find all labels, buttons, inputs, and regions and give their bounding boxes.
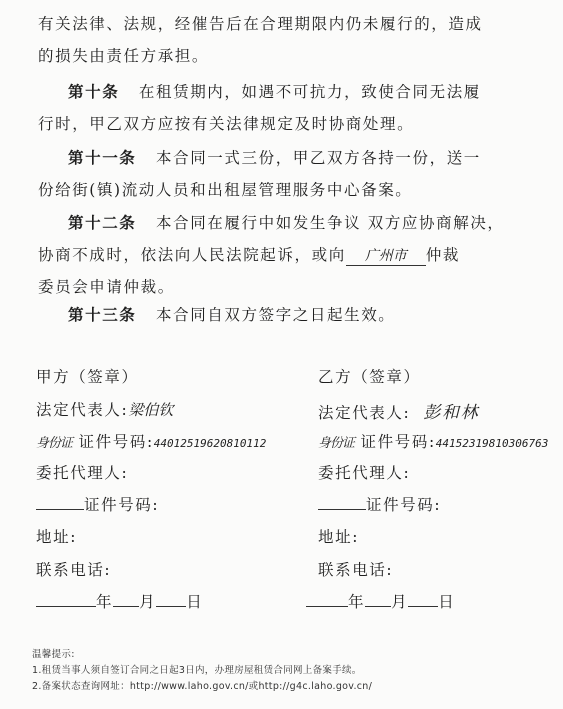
party-a-rep-signature: 梁伯钦 — [128, 401, 174, 419]
party-b-day-blank[interactable] — [408, 592, 438, 607]
party-a-year-blank[interactable] — [36, 592, 96, 607]
party-b-year-label: 年 — [348, 593, 366, 611]
party-a-date-row — [36, 590, 203, 612]
clause-11 — [68, 146, 481, 168]
party-b-agent-blank[interactable] — [318, 495, 366, 510]
clause-12-line3: 委员会申请仲裁。 — [38, 278, 175, 296]
clause-10-text: 在租赁期内，如遇不可抗力，致使合同无法履 — [138, 83, 481, 101]
party-b-address-label: 地址: — [318, 528, 360, 546]
party-a-rep-row — [36, 398, 173, 420]
clause-12-text: 本合同在履行中如发生争议 双方应协商解决， — [156, 214, 505, 232]
arbitration-city-handwriting: 广州市 — [364, 248, 407, 264]
tips-title: 温馨提示: — [32, 649, 75, 660]
party-a-agent-label: 委托代理人: — [36, 464, 129, 482]
party-a-day-blank[interactable] — [156, 592, 186, 607]
clause-11-title: 第十一条 — [68, 149, 137, 167]
clause-text-line: 有关法律、法规，经催告后在合理期限内仍未履行的，造成 — [38, 15, 483, 33]
party-b-day-label: 日 — [438, 593, 456, 611]
clause-10-title: 第十条 — [68, 83, 120, 101]
party-a-id-prefix: 身份证 — [36, 436, 73, 451]
party-a-agent-id-row — [36, 493, 159, 515]
party-b-rep-signature: 彭和林 — [423, 403, 480, 423]
clause-12 — [68, 211, 505, 233]
party-b-agent-label: 委托代理人: — [318, 464, 411, 482]
party-b-title: 乙方（签章） — [318, 368, 421, 386]
clause-12-text-b: 仲裁 — [425, 246, 461, 264]
party-b-id-prefix: 身份证 — [318, 436, 355, 451]
clause-11-line2: 份给街(镇)流动人员和出租屋管理服务中心备案。 — [38, 181, 413, 199]
clause-11-text: 本合同一式三份，甲乙双方各持一份，送一 — [156, 149, 481, 167]
clause-12-title: 第十二条 — [68, 214, 137, 232]
clause-text-line: 的损失由责任方承担。 — [38, 47, 210, 65]
clause-13-text: 本合同自双方签字之日起生效。 — [156, 306, 396, 324]
party-a-day-label: 日 — [186, 593, 204, 611]
party-b-id-row — [318, 430, 548, 452]
clause-12-line2 — [38, 243, 460, 266]
clause-13 — [68, 303, 395, 325]
party-b-rep-row — [318, 398, 479, 423]
party-a-month-label: 月 — [139, 593, 157, 611]
party-a-title: 甲方（签章） — [36, 368, 139, 386]
arbitration-city-field[interactable] — [346, 245, 426, 266]
party-a-year-label: 年 — [96, 593, 114, 611]
party-b-phone-label: 联系电话: — [318, 561, 394, 579]
party-b-rep-label: 法定代表人: — [318, 404, 411, 422]
party-b-date-row — [306, 590, 455, 612]
party-a-id-number: 44012519620810112 — [153, 437, 267, 450]
party-b-agent-id-label: 证件号码: — [366, 496, 442, 514]
party-b-id-label: 证件号码: — [360, 433, 436, 451]
party-b-month-label: 月 — [391, 593, 409, 611]
tip-1: 1.租赁当事人须自签订合同之日起3日内，办理房屋租赁合同网上备案手续。 — [32, 665, 362, 676]
party-a-id-label: 证件号码: — [78, 433, 154, 451]
clause-10-line2: 行时，甲乙双方应按有关法律规定及时协商处理。 — [38, 115, 415, 133]
party-b-year-blank[interactable] — [306, 592, 348, 607]
party-b-id-number: 44152319810306763 — [435, 437, 549, 450]
party-a-rep-label: 法定代表人: — [36, 401, 129, 419]
party-a-agent-id-label: 证件号码: — [84, 496, 160, 514]
party-a-month-blank[interactable] — [113, 592, 139, 607]
clause-13-title: 第十三条 — [68, 306, 137, 324]
clause-12-text-a: 协商不成时，依法向人民法院起诉，或向 — [38, 246, 346, 264]
party-a-address-label: 地址: — [36, 528, 78, 546]
party-a-phone-label: 联系电话: — [36, 561, 112, 579]
clause-10 — [68, 80, 481, 102]
party-a-agent-blank[interactable] — [36, 495, 84, 510]
party-b-month-blank[interactable] — [365, 592, 391, 607]
party-b-agent-id-row — [318, 493, 441, 515]
tip-2: 2.备案状态查询网址：http://www.laho.gov.cn/或http://g4c.laho.gov.cn/ — [32, 681, 373, 692]
party-a-id-row — [36, 430, 266, 452]
